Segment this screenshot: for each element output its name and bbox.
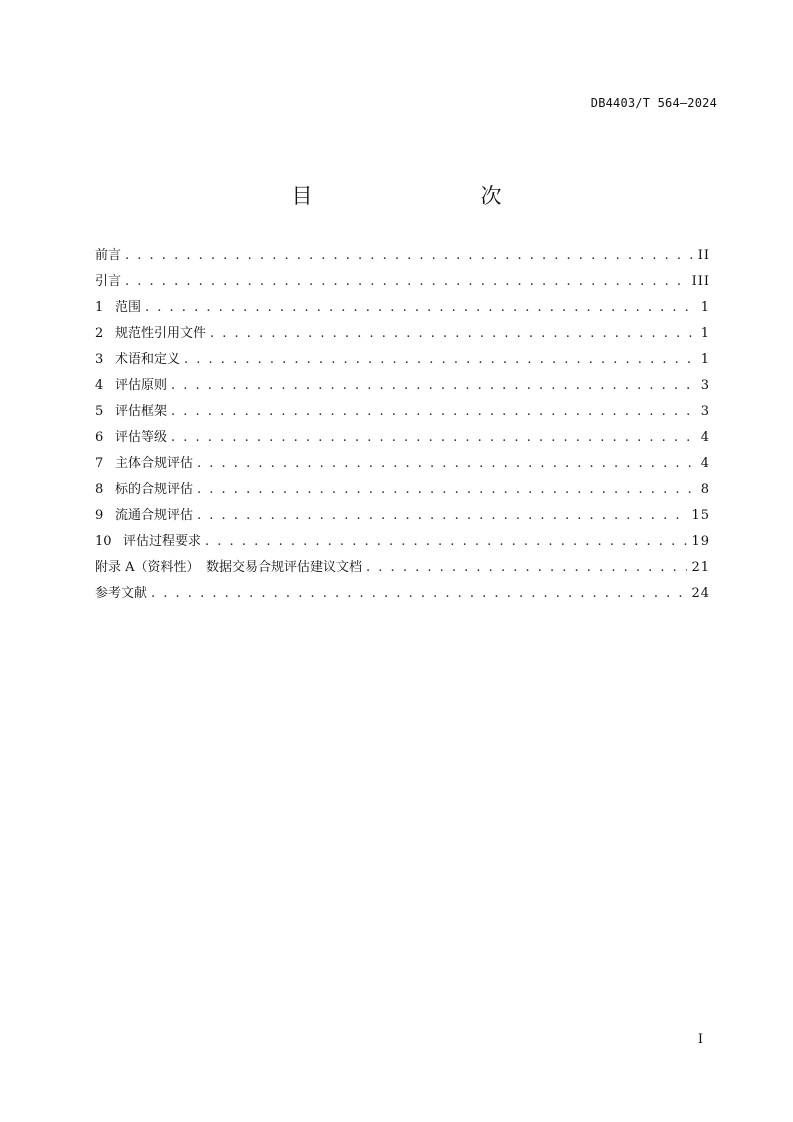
toc-entry[interactable] (95, 374, 710, 400)
toc-entry-number: 4 (95, 378, 104, 393)
toc-leader-dots (366, 560, 687, 575)
toc-leader-dots (171, 430, 697, 445)
toc-leader-dots (171, 404, 697, 419)
toc-entry-number: 10 (95, 534, 112, 549)
toc-leader-dots (197, 456, 697, 471)
toc-leader-dots (205, 534, 687, 549)
toc-entry-page: II (697, 248, 710, 263)
toc-entry-label: 评估过程要求 (123, 534, 202, 549)
toc-entry-number: 3 (95, 352, 104, 367)
toc-entry-number: 2 (95, 326, 104, 341)
toc-leader-dots (125, 274, 688, 289)
toc-leader-dots (197, 482, 697, 497)
toc-entry[interactable] (95, 452, 710, 478)
toc-entry-page: 1 (700, 326, 710, 341)
toc-entry-label: 术语和定义 (115, 352, 181, 367)
toc-entry-page: 3 (700, 404, 710, 419)
toc-entry[interactable] (95, 270, 710, 296)
toc-entry-number: 1 (95, 300, 104, 315)
toc-entry-number: 9 (95, 508, 104, 523)
toc-entry-label: 引言 (95, 274, 122, 289)
toc-title: 目 次 (291, 184, 544, 208)
toc-entry[interactable] (95, 244, 710, 270)
toc-leader-dots (125, 248, 694, 263)
toc-entry-page: 4 (700, 456, 710, 471)
toc-entry-page: 19 (691, 534, 710, 549)
toc-entry[interactable] (95, 348, 710, 374)
toc-entry[interactable] (95, 322, 710, 348)
toc-leader-dots (171, 378, 697, 393)
toc-entry[interactable] (95, 400, 710, 426)
toc-entry-number: 6 (95, 430, 104, 445)
toc-entry-page: 3 (700, 378, 710, 393)
toc-entry-number: 8 (95, 482, 104, 497)
toc-leader-dots (145, 300, 697, 315)
toc-entry[interactable] (95, 296, 710, 322)
toc-leader-dots (197, 508, 687, 523)
toc-entry[interactable] (95, 530, 710, 556)
toc-entry-label: 附录 A（资料性） 数据交易合规评估建议文档 (95, 560, 363, 575)
toc-entry-page: 24 (691, 586, 710, 601)
toc-entry-label: 标的合规评估 (115, 482, 194, 497)
toc-leader-dots (210, 326, 697, 341)
toc-entry-label: 前言 (95, 248, 122, 263)
toc-entry[interactable] (95, 478, 710, 504)
toc-entry-label: 评估等级 (115, 430, 168, 445)
toc-entry-label: 参考文献 (95, 586, 148, 601)
toc-entry-page: 15 (691, 508, 710, 523)
toc-entry[interactable] (95, 582, 710, 608)
toc-entry-page: III (691, 274, 710, 289)
toc-leader-dots (151, 586, 687, 601)
toc-entry-page: 8 (700, 482, 710, 497)
toc-entry-number: 7 (95, 456, 104, 471)
table-of-contents (95, 244, 710, 608)
toc-entry[interactable] (95, 504, 710, 530)
toc-entry[interactable] (95, 426, 710, 452)
page-number: I (697, 1032, 703, 1047)
toc-entry-page: 21 (691, 560, 710, 575)
toc-entry-number: 5 (95, 404, 104, 419)
toc-entry-label: 范围 (115, 300, 142, 315)
document-code: DB4403/T 564—2024 (590, 96, 717, 110)
toc-entry-label: 评估框架 (115, 404, 168, 419)
toc-entry-page: 4 (700, 430, 710, 445)
toc-entry-label: 规范性引用文件 (115, 326, 207, 341)
toc-entry-label: 流通合规评估 (115, 508, 194, 523)
toc-entry[interactable] (95, 556, 710, 582)
toc-leader-dots (184, 352, 697, 367)
toc-entry-page: 1 (700, 300, 710, 315)
toc-entry-label: 主体合规评估 (115, 456, 194, 471)
toc-entry-label: 评估原则 (115, 378, 168, 393)
toc-entry-page: 1 (700, 352, 710, 367)
